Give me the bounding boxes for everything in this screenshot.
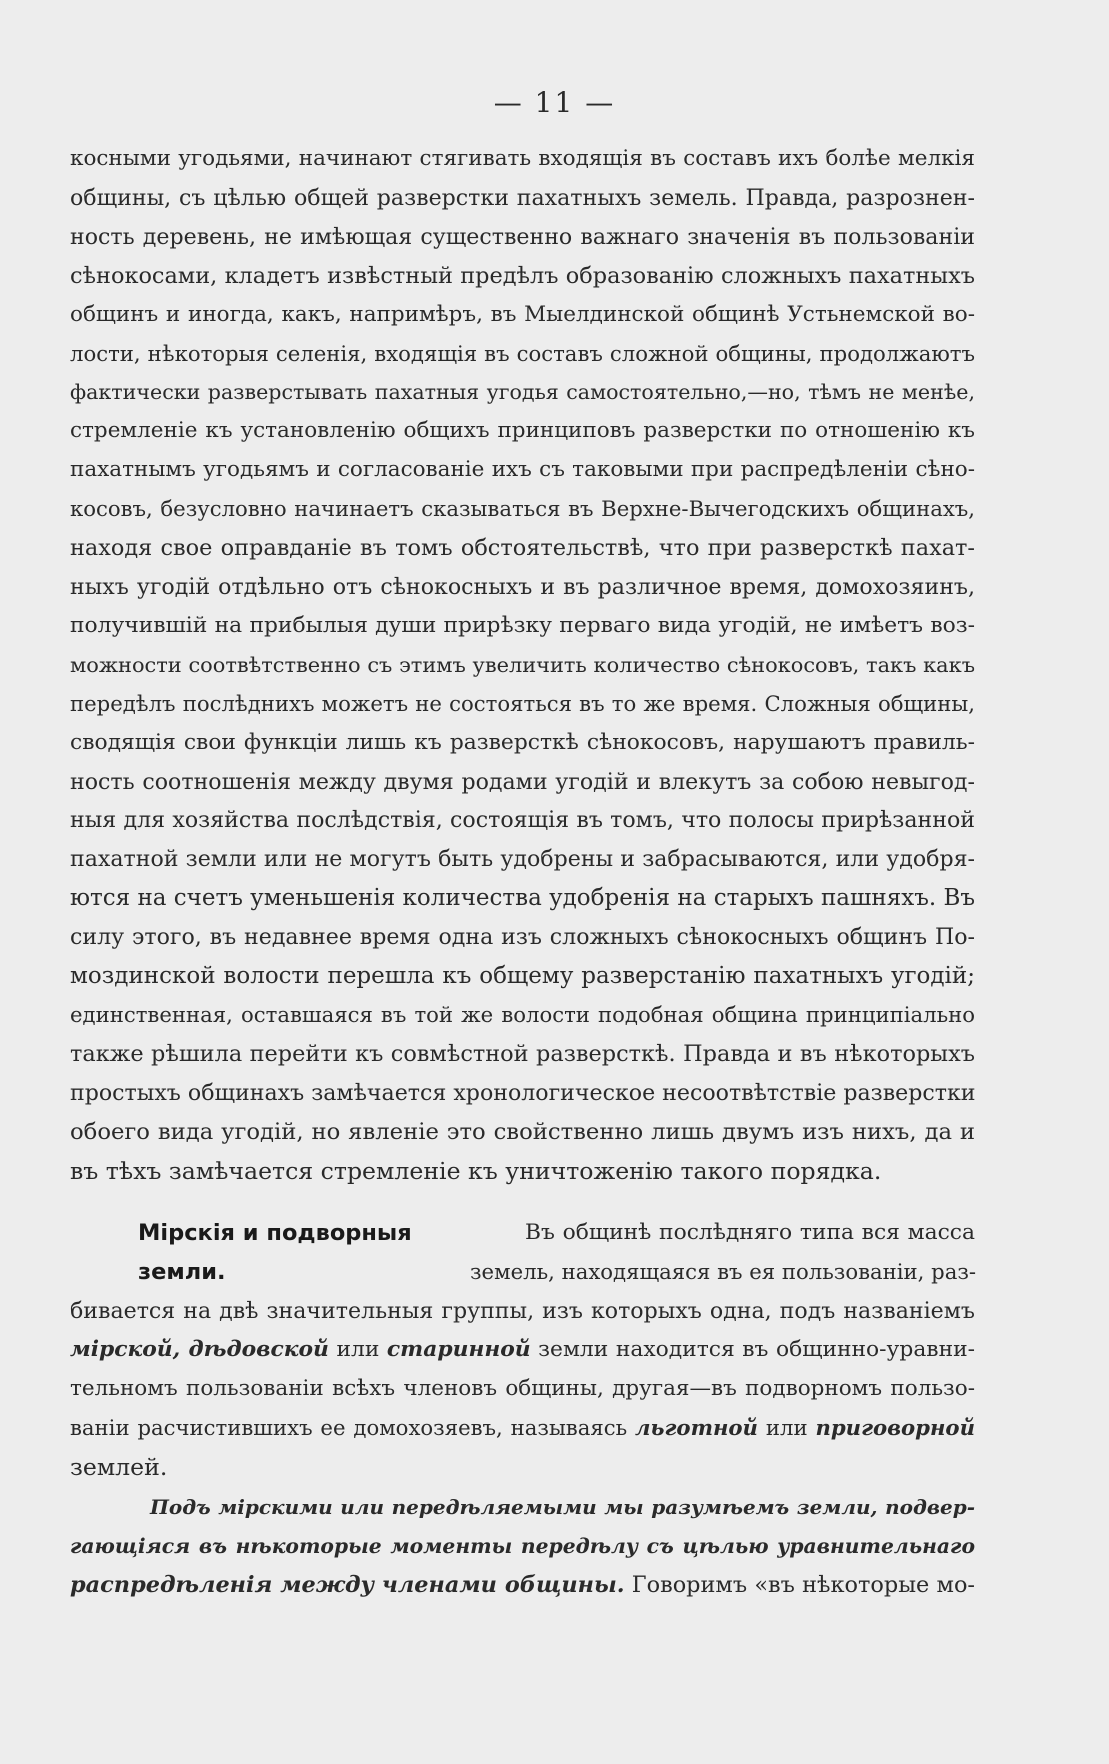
paragraph-1-line: силу этого, въ недавнее время одна изъ сложныхъ сѣнокосныхъ общинъ По- <box>70 924 975 951</box>
paragraph-1-line: ность соотношенія между двумя родами угодій и влекутъ за собою невыгод- <box>70 768 975 795</box>
paragraph-1-line: стремленіе къ установленію общихъ принциповъ разверстки по отношенію къ <box>70 418 975 444</box>
paragraph-1-line: моздинской волости перешла къ общему разверстанію пахатныхъ угодій; <box>70 963 975 990</box>
page-number: — 11 — <box>493 86 616 119</box>
paragraph-1-line: фактически разверстывать пахатныя угодья самостоятельно,—но, тѣмъ не менѣе, <box>70 380 975 405</box>
section-line-1: Въ общинѣ послѣдняго типа вся масса <box>525 1220 975 1245</box>
paragraph-1-line: простыхъ общинахъ замѣчается хронологическое несоотвѣтствіе разверстки <box>70 1079 976 1106</box>
side-heading-line-2: земли. <box>138 1258 226 1285</box>
paragraph-1-line: общины, съ цѣлью общей разверстки пахатныхъ земель. Правда, разрознен- <box>70 184 975 211</box>
paragraph-1-line: пахатной земли или не могутъ быть удобрены и забрасываются, или удобря- <box>70 846 975 873</box>
section-line-3: бивается на двѣ значительныя группы, изъ которыхъ одна, подъ названіемъ <box>70 1298 975 1324</box>
para3-line-1: Подъ мірскими или передѣляемыми мы разумѣемъ земли, подвер- <box>150 1495 975 1519</box>
para3-line-3: распредѣленія между членами общины. Говоримъ «въ нѣкоторые мо- <box>70 1571 976 1598</box>
paragraph-1-line: ныя для хозяйства послѣдствія, состоящія въ томъ, что полосы прирѣзанной <box>70 807 975 834</box>
paragraph-3 <box>70 1488 975 1605</box>
paragraph-1-line: получившій на прибылыя души прирѣзку перваго вида угодій, не имѣетъ воз- <box>70 612 975 638</box>
paragraph-1-line: ность деревень, не имѣющая существенно важнаго значенія въ пользованіи <box>70 223 975 250</box>
section-line-2: земель, находящаяся въ ея пользованіи, раз- <box>470 1259 977 1284</box>
paragraph-1-line: обоего вида угодій, но явленіе это свойственно лишь двумъ изъ нихъ, да и <box>70 1118 975 1145</box>
section-line-6: ваніи расчистившихъ ее домохозяевъ, называясь льготной или приговорной <box>70 1414 975 1440</box>
para3-line-2: гающіяся въ нѣкоторые моменты передѣлу съ цѣлью уравнительнаго <box>70 1533 975 1558</box>
paragraph-1-line: пахатнымъ угодьямъ и согласованіе ихъ съ таковыми при распредѣленіи сѣно- <box>70 457 975 483</box>
section-line-4: мірской, дѣдовской или старинной земли находится въ общинно-уравни- <box>70 1336 975 1362</box>
paragraph-1-line: косовъ, безусловно начинаетъ сказываться въ Верхне-Вычегодскихъ общинахъ, <box>70 496 975 522</box>
paragraph-1-line: сѣнокосами, кладетъ извѣстный предѣлъ образованію сложныхъ пахатныхъ <box>70 262 975 289</box>
paragraph-1-line: въ тѣхъ замѣчается стремленіе къ уничтоженію такого порядка. <box>70 1156 882 1185</box>
side-heading-line-1: Мірскія и подворныя <box>138 1220 412 1246</box>
paragraph-1-line: передѣлъ послѣднихъ можетъ не состояться въ то же время. Сложныя общины, <box>70 690 975 716</box>
paragraph-1-line: находя свое оправданіе въ томъ обстоятельствѣ, что при разверсткѣ пахат- <box>70 535 975 562</box>
paragraph-1 <box>70 140 975 1190</box>
paragraph-1-line: можности соотвѣтственно съ этимъ увеличить количество сѣнокосовъ, такъ какъ <box>70 652 975 677</box>
section-body <box>70 1292 975 1487</box>
section-line-5: тельномъ пользованіи всѣхъ членовъ общины, другая—въ подворномъ пользо- <box>70 1375 975 1401</box>
paragraph-1-line: ются на счетъ уменьшенія количества удобренія на старыхъ пашняхъ. Въ <box>70 885 975 912</box>
section-line-7: землей. <box>70 1452 168 1481</box>
paragraph-1-line: сводящія свои функціи лишь къ разверсткѣ сѣнокосовъ, нарушаютъ правиль- <box>70 729 975 755</box>
side-heading <box>138 1214 478 1292</box>
paragraph-1-line: косными угодьями, начинают стягивать входящія въ составъ ихъ болѣе мелкія <box>70 146 975 171</box>
paragraph-1-line: ныхъ угодій отдѣльно отъ сѣнокосныхъ и въ различное время, домохозяинъ, <box>70 573 975 600</box>
paragraph-1-line: общинъ и иногда, какъ, напримѣръ, въ Мыелдинской общинѣ Устьнемской во- <box>70 301 975 327</box>
paragraph-1-line: лости, нѣкоторыя селенія, входящія въ составъ сложной общины, продолжаютъ <box>70 340 975 366</box>
paragraph-1-line: единственная, оставшаяся въ той же волости подобная община принципіально <box>70 1001 975 1027</box>
paragraph-1-line: также рѣшила перейти къ совмѣстной разверсткѣ. Правда и въ нѣкоторыхъ <box>70 1040 975 1067</box>
